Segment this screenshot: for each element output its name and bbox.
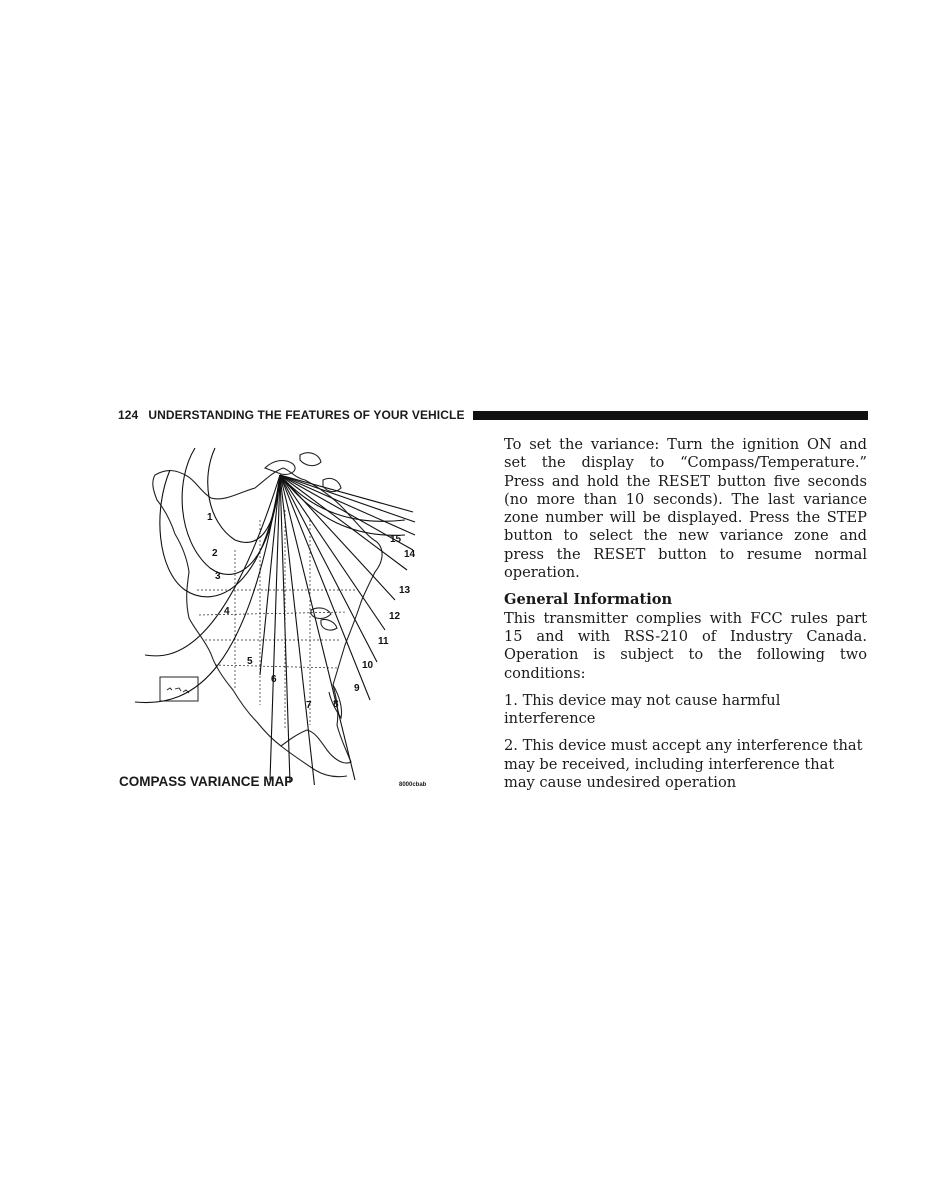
zone-label-9: 9 (354, 683, 360, 694)
header-rule (473, 411, 868, 420)
zone-label-12: 12 (389, 611, 401, 622)
zone-label-3: 3 (215, 571, 221, 582)
zone-label-1: 1 (207, 512, 213, 523)
compass-variance-map (115, 440, 445, 800)
condition-1: 1. This device may not cause harmful interference (504, 691, 781, 728)
fcc-compliance-paragraph: This transmitter complies with FCC rules part 15 and with RSS-210 of Industry Canada. Operation is subject to the following two conditions: (504, 609, 867, 682)
page-header (118, 406, 868, 424)
zone-label-13: 13 (399, 585, 411, 596)
zone-label-10: 10 (362, 660, 374, 671)
body-text (504, 436, 867, 801)
general-information-heading: General Information (504, 591, 673, 609)
zone-label-4: 4 (224, 606, 230, 617)
variance-instructions: To set the variance: Turn the ignition ON and set the display to “Compass/Temperature.” Press and hold the RESET button five seconds (no more than 10 seconds). The last variance zone number will be displayed. Press the STEP button to select the new variance zone and press the RESET button to resume normal operation. (504, 436, 867, 582)
zone-label-5: 5 (247, 656, 253, 667)
section-title: UNDERSTANDING THE FEATURES OF YOUR VEHICLE (148, 408, 465, 422)
zone-label-6: 6 (271, 674, 277, 685)
zone-label-14: 14 (404, 549, 416, 560)
zone-label-11: 11 (378, 636, 389, 647)
page-number: 124 (118, 408, 139, 422)
figure-code: 8000cbab (399, 782, 427, 788)
condition-2: 2. This device must accept any interference that may be received, including interference that may cause undesired operation (504, 737, 863, 792)
zone-label-7: 7 (306, 700, 312, 711)
zone-label-15: 15 (390, 534, 402, 545)
zone-label-8: 8 (333, 699, 339, 710)
map-drawing (115, 440, 445, 785)
figure-caption: COMPASS VARIANCE MAP (119, 774, 294, 789)
zone-label-2: 2 (212, 548, 218, 559)
